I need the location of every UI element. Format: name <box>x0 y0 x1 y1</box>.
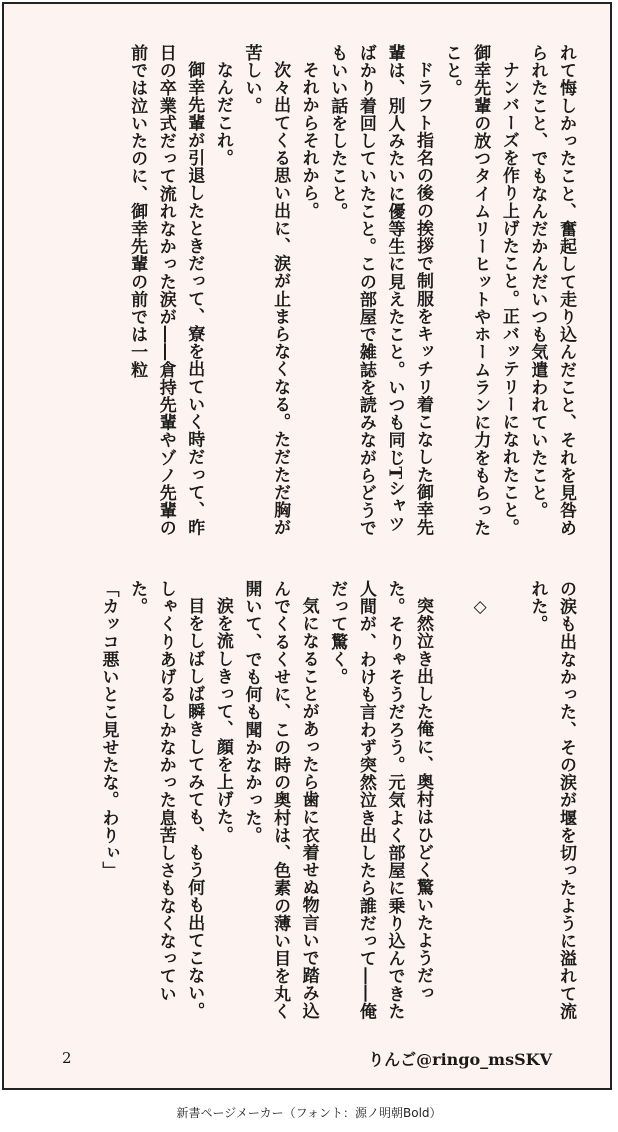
paragraph: 次々出てくる思い出に、涙が止まらなくなる。ただただ胸が苦しい。 <box>241 44 291 537</box>
paragraph <box>437 580 466 1036</box>
paragraph: 目をしばしば瞬きしてみても、もう何も出てこない。しゃくりあげるしかなかった息苦しさもなくなっていた。 <box>127 580 205 1020</box>
paragraph: 「カッコ悪いとこ見せたな。わりぃ」 <box>98 580 119 880</box>
paragraph: ◇ <box>470 597 491 618</box>
paragraph: ドラフト指名の後の挨拶で制服をキッチリ着こなした御幸先輩は、別人みたいに優等生に見えたこと。いつも同じTシャツばかり着回していたこと。この部屋で雑誌を読みながらどうでもいい話をしたこと。 <box>327 44 434 537</box>
paragraph: なんだこれ。 <box>212 61 233 167</box>
paragraph: 御幸先輩が引退したときだって、寮を出ていく時だって、昨日の卒業式だって流れなかった涙が――倉持先輩やゾノ先輩の前では泣いたのに、御幸先輩の前では一粒 <box>127 44 205 537</box>
paragraph: それからそれから。 <box>298 61 319 220</box>
paragraph: 突然泣き出した俺に、奥村はひどく驚いたようだった。そりゃそうだろう。元気よく部屋に乗り込んできた人間が、わけも言わず突然泣き出したら誰だって――俺だって驚く。 <box>327 580 434 1020</box>
paragraph: ナンバーズを作り上げたこと。正バッテリーになれたこと。御幸先輩の放つタイムリーヒットやホームランに力をもらったこと。 <box>441 44 519 537</box>
paragraph: れて悔しかったこと、奮起して走り込んだこと、それを見咎められたこと、でもなんだかんだいつも気遣われていたこと。 <box>527 44 576 537</box>
generator-caption: 新書ページメーカー（フォント：源ノ明朝Bold） <box>176 1106 442 1120</box>
text-block-top <box>60 44 580 544</box>
text-block-bottom <box>60 580 580 1036</box>
page-number: 2 <box>62 1049 72 1067</box>
paragraph: の涙も出なかった、その涙が堰を切ったように溢れて流れた。 <box>527 580 576 1020</box>
paragraph: 気になることがあったら歯に衣着せぬ物言いで踏み込んでくるくせに、この時の奥村は、色素の薄い目を丸く開いて、でも何も聞かなかった。 <box>241 580 319 1020</box>
novel-page <box>2 2 612 1090</box>
paragraph: 涙を流しきって、顔を上げた。 <box>212 597 233 844</box>
paragraph <box>494 580 523 1036</box>
author-credit: りんご@ringo_msSKV <box>368 1050 552 1069</box>
